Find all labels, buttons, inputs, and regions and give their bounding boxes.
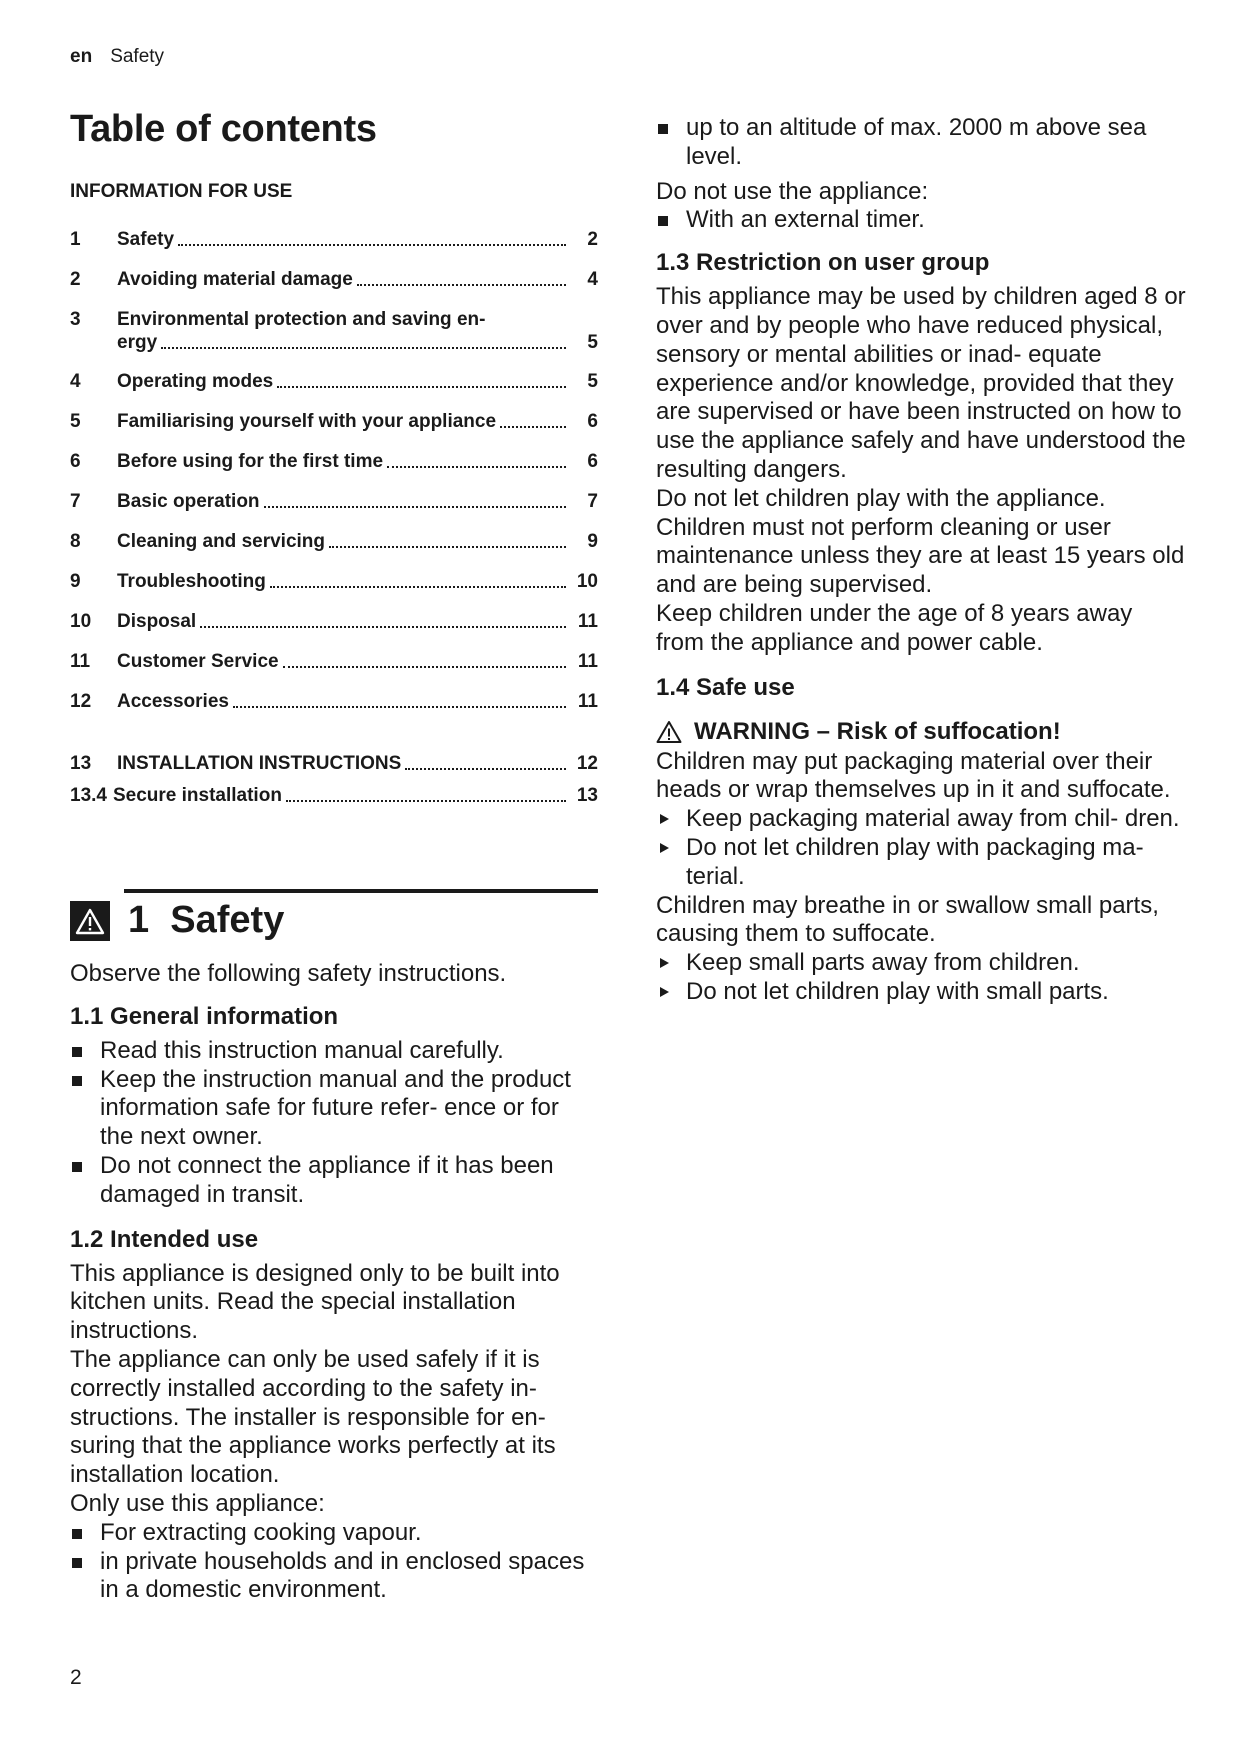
toc-entry-page: 10 xyxy=(576,571,598,592)
toc-entry-page: 9 xyxy=(587,531,598,552)
paragraph: This appliance is designed only to be built into kitchen units. Read the special installation instructions. xyxy=(70,1259,560,1345)
toc-list xyxy=(70,225,598,807)
toc-entry-page: 7 xyxy=(587,491,598,512)
toc-entry-title-line2: ergy xyxy=(117,332,158,353)
toc-entry-number: 4 xyxy=(70,371,81,392)
toc-entry-title: Secure installation xyxy=(112,785,282,806)
paragraph: Do not use the appliance: xyxy=(656,177,929,205)
warning-triangle-icon xyxy=(70,901,110,941)
toc-leader xyxy=(233,706,566,708)
toc-leader xyxy=(387,466,566,468)
toc-entry-accessories[interactable] xyxy=(70,673,598,713)
toc-leader xyxy=(500,426,566,428)
toc-entry-familiarising[interactable] xyxy=(70,393,598,433)
toc-leader xyxy=(161,347,566,349)
section-heading-1-3: 1.3 Restriction on user group xyxy=(656,249,990,277)
running-header xyxy=(70,46,164,68)
toc-entry-basic-operation[interactable] xyxy=(70,473,598,513)
chapter-number: 1 xyxy=(128,899,150,941)
toc-entry-installation[interactable] xyxy=(70,735,598,775)
toc-entry-title: Safety xyxy=(117,229,175,250)
toc-leader xyxy=(283,666,566,668)
toc-leader xyxy=(270,586,566,588)
toc-entry-number: 10 xyxy=(70,611,92,632)
toc-entry-troubleshooting[interactable] xyxy=(70,553,598,593)
toc-leader xyxy=(264,506,566,508)
toc-entry-number: 5 xyxy=(70,411,81,432)
toc-entry-material-damage[interactable] xyxy=(70,251,598,291)
list-item: Do not let children play with packaging ma- terial. xyxy=(656,834,1186,892)
safe-use-actions-1 xyxy=(656,805,1186,891)
toc-entry-environmental[interactable] xyxy=(70,291,598,353)
chapter-heading xyxy=(70,899,598,942)
warning-text: WARNING – Risk of suffocation! xyxy=(694,717,1061,745)
toc-entry-title: Cleaning and servicing xyxy=(117,531,325,552)
toc-entry-title: INSTALLATION INSTRUCTIONS xyxy=(117,753,402,774)
toc-entry-number: 7 xyxy=(70,491,81,512)
running-section-title: Safety xyxy=(110,46,165,67)
toc-entry-title: Familiarising yourself with your appliance xyxy=(117,411,497,432)
toc-entry-page: 4 xyxy=(587,269,598,290)
toc-title: Table of contents xyxy=(70,108,377,150)
toc-entry-title: Customer Service xyxy=(117,651,279,672)
toc-entry-number: 9 xyxy=(70,571,81,592)
toc-section-label: INFORMATION FOR USE xyxy=(70,181,293,202)
list-item: For extracting cooking vapour. xyxy=(70,1519,598,1548)
list-item: Do not connect the appliance if it has been damaged in transit. xyxy=(70,1152,598,1210)
left-column xyxy=(70,100,598,1605)
paragraph: Children may breathe in or swallow small parts, causing them to suffocate. xyxy=(656,891,1159,948)
toc-entry-page: 13 xyxy=(576,785,598,806)
toc-leader xyxy=(178,244,566,246)
toc-leader xyxy=(200,626,566,628)
toc-entry-safety[interactable] xyxy=(70,225,598,251)
toc-entry-title: Avoiding material damage xyxy=(117,269,353,290)
toc-entry-number: 12 xyxy=(70,691,92,712)
toc-entry-operating-modes[interactable] xyxy=(70,353,598,393)
toc-entry-customer-service[interactable] xyxy=(70,633,598,673)
toc-leader xyxy=(405,768,566,770)
toc-entry-number: 8 xyxy=(70,531,81,552)
toc-entry-title: Disposal xyxy=(117,611,197,632)
toc-entry-cleaning[interactable] xyxy=(70,513,598,553)
toc-entry-number: 6 xyxy=(70,451,81,472)
toc-entry-number: 2 xyxy=(70,269,81,290)
paragraph: Keep children under the age of 8 years away from the appliance and power cable. xyxy=(656,599,1133,656)
chapter-title-text: Safety xyxy=(170,899,285,941)
section-heading-1-4: 1.4 Safe use xyxy=(656,673,795,701)
chapter-title xyxy=(128,899,284,942)
language-code: en xyxy=(70,46,93,67)
section-heading-1-1: 1.1 General information xyxy=(70,1002,339,1030)
paragraph: Children must not perform cleaning or user maintenance unless they are at least 15 years old and are being supervised. xyxy=(656,513,1185,599)
toc-entry-number: 13.4 xyxy=(70,785,107,806)
intended-use-list-continued xyxy=(656,114,1186,172)
toc-leader xyxy=(329,546,566,548)
toc-entry-title: Basic operation xyxy=(117,491,260,512)
toc-entry-page: 11 xyxy=(577,691,598,712)
paragraph: The appliance can only be used safely if it is correctly installed according to the safety in- structions. The installer is responsible for en- suring that the appliance works perfectly at its installation location. xyxy=(70,1345,556,1489)
toc-entry-page: 5 xyxy=(587,371,598,392)
toc-entry-first-time[interactable] xyxy=(70,433,598,473)
chapter-intro: Observe the following safety instructions. xyxy=(70,960,507,987)
toc-entry-title: Accessories xyxy=(117,691,229,712)
list-item: Do not let children play with small parts. xyxy=(656,978,1186,1007)
list-item: up to an altitude of max. 2000 m above sea level. xyxy=(656,114,1186,172)
toc-entry-disposal[interactable] xyxy=(70,593,598,633)
toc-entry-title: Troubleshooting xyxy=(117,571,266,592)
do-not-use-list xyxy=(656,206,1186,235)
toc-leader xyxy=(286,800,566,802)
toc-entry-page: 11 xyxy=(577,651,598,672)
section-heading-1-2: 1.2 Intended use xyxy=(70,1225,259,1253)
toc-entry-number: 13 xyxy=(70,753,92,774)
toc-entry-number: 1 xyxy=(70,229,81,250)
toc-entry-number: 3 xyxy=(70,309,81,330)
toc-entry-page: 5 xyxy=(587,332,598,353)
warning-triangle-icon xyxy=(656,720,682,744)
list-item: Read this instruction manual carefully. xyxy=(70,1037,598,1066)
toc-entry-secure-installation[interactable] xyxy=(70,775,598,807)
warning-heading xyxy=(656,718,1186,746)
toc-leader xyxy=(357,284,566,286)
paragraph: Do not let children play with the appliance. xyxy=(656,484,1106,512)
toc-entry-title: Before using for the first time xyxy=(117,451,384,472)
intended-use-list xyxy=(70,1519,598,1605)
list-item: With an external timer. xyxy=(656,206,1186,235)
paragraph: This appliance may be used by children aged 8 or over and by people who have reduced physical, sensory or mental abilities or inad- equate experience and/or knowledge, provided that they are supervised or have been instructed on how to use the appliance safely and have understood the resulting dangers. xyxy=(656,283,1186,483)
toc-entry-page: 6 xyxy=(587,451,598,472)
list-item: Keep packaging material away from chil- dren. xyxy=(656,805,1186,834)
list-item: Keep the instruction manual and the product information safe for future refer- ence or for the next owner. xyxy=(70,1066,598,1152)
toc-entry-page: 6 xyxy=(587,411,598,432)
safe-use-actions-2 xyxy=(656,949,1186,1007)
toc-entry-title: Operating modes xyxy=(117,371,274,392)
page-number: 2 xyxy=(70,1666,82,1689)
toc-entry-title-line1: Environmental protection and saving en- xyxy=(117,309,486,330)
toc-leader xyxy=(277,386,566,388)
right-column xyxy=(656,114,1186,1007)
paragraph: Children may put packaging material over their heads or wrap themselves up in it and suffocate. xyxy=(656,747,1171,804)
list-item: Keep small parts away from children. xyxy=(656,949,1186,978)
toc-entry-page: 11 xyxy=(577,611,598,632)
toc-entry-page: 12 xyxy=(576,753,598,774)
toc-entry-page: 2 xyxy=(587,229,598,250)
chapter-rule xyxy=(124,889,598,893)
general-info-list xyxy=(70,1037,598,1210)
list-item: in private households and in enclosed spaces in a domestic environment. xyxy=(70,1548,598,1606)
paragraph: Only use this appliance: xyxy=(70,1489,325,1517)
toc-entry-number: 11 xyxy=(70,651,91,672)
